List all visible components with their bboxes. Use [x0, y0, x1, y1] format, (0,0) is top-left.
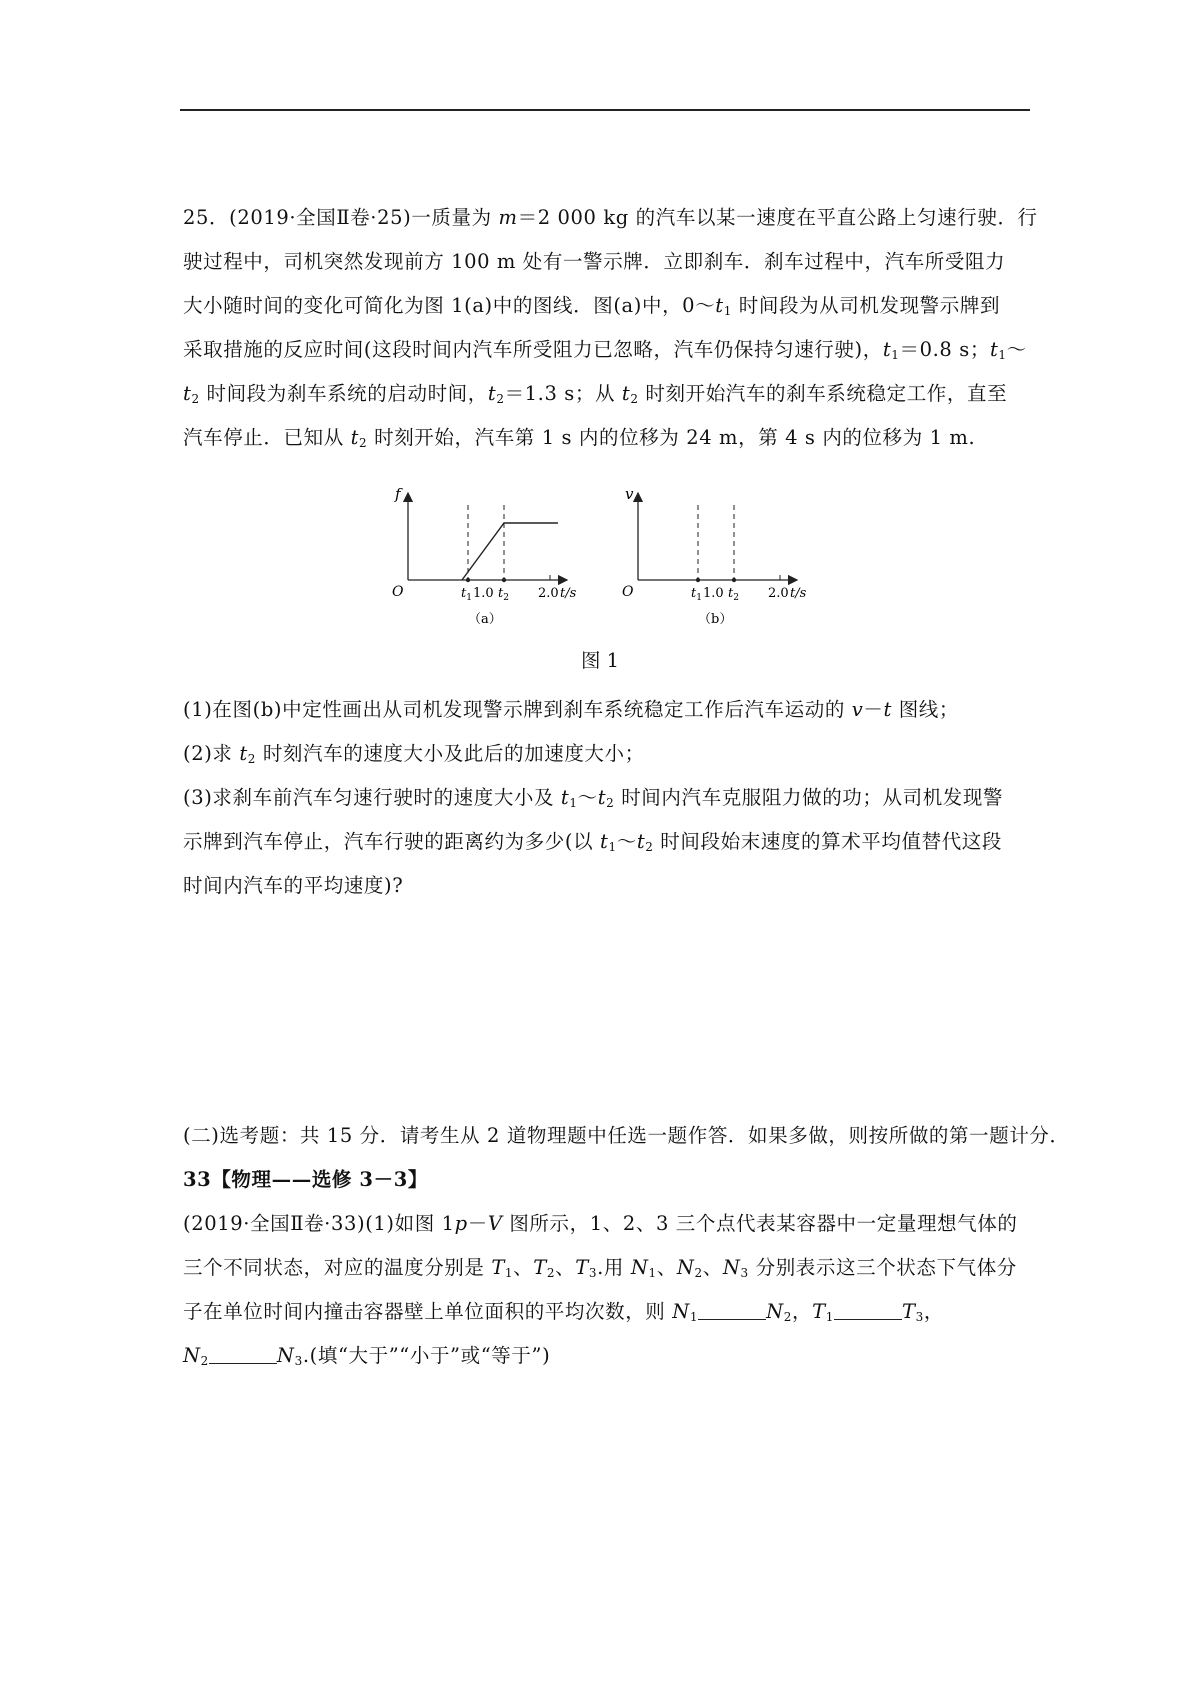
- q25-line-5: $t_2$ 时间段为刹车系统的启动时间，$t_2=1.3$ s；从 $t_2$ 时刻开始汽车的刹车系统稳定工作，直至: [183, 382, 1008, 406]
- graph-b-t1-dot: [696, 578, 700, 582]
- section-2: [183, 1114, 1070, 1378]
- graph-b-x-label: t/s: [790, 586, 807, 601]
- graph-a-x-label: t/s: [560, 586, 577, 601]
- graph-a-tick-t2: $t_2$: [498, 586, 509, 603]
- graph-a-force-line: [462, 523, 558, 580]
- graph-a: [392, 485, 577, 627]
- graph-b-tick-20: 2.0: [768, 586, 789, 601]
- graph-a-tick-t1: $t_1$: [461, 586, 472, 603]
- graph-b-origin: O: [622, 584, 634, 600]
- graph-b-tick-10: 1.0: [703, 586, 724, 601]
- figure-1-caption: 图 1: [580, 649, 620, 672]
- answer-blank-1[interactable]: [698, 1301, 766, 1320]
- graph-a-caption: （a）: [468, 612, 502, 627]
- graph-b-tick-t2: $t_2$: [728, 586, 739, 603]
- q33-line-3: 子在单位时间内撞击容器壁上单位面积的平均次数，则 $N_1$ $N_2$，$T_1$ $T_3$，: [183, 1300, 944, 1324]
- graph-b-t2-dot: [732, 578, 736, 582]
- q33-line-1: (2019·全国Ⅱ卷·33)(1)如图 1p－V 图所示，1、2、3 三个点代表某容器中一定量理想气体的: [183, 1212, 1018, 1235]
- subq-1: (1)在图(b)中定性画出从司机发现警示牌到刹车系统稳定工作后汽车运动的 v－t 图线；: [183, 698, 959, 721]
- answer-blank-2[interactable]: [834, 1301, 902, 1320]
- q33-title: 33【物理——选修 3－3】: [183, 1168, 428, 1191]
- subq-3-line-3: 时间内汽车的平均速度)?: [183, 874, 404, 897]
- graph-b-tick-t1: $t_1$: [691, 586, 702, 603]
- subq-2: (2)求 $t_2$ 时刻汽车的速度大小及此后的加速度大小；: [183, 742, 645, 766]
- q25-line-6: 汽车停止．已知从 $t_2$ 时刻开始，汽车第 1 s 内的位移为 24 m，第 4 s 内的位移为 1 m.: [183, 426, 976, 450]
- graph-b: [622, 485, 807, 627]
- q25-line-4: 采取措施的反应时间(这段时间内汽车所受阻力已忽略，汽车仍保持匀速行驶)，$t_1=0.8$ s；$t_1\sim$: [183, 338, 1027, 362]
- section-2-intro: (二)选考题：共 15 分．请考生从 2 道物理题中任选一题作答．如果多做，则按所做的第一题计分．: [183, 1124, 1070, 1147]
- graph-a-tick-20: 2.0: [538, 586, 559, 601]
- q33-line-2: 三个不同状态，对应的温度分别是 $T_1$、$T_2$、$T_3$.用 $N_1$、$N_2$、$N_3$ 分别表示这三个状态下气体分: [183, 1256, 1017, 1280]
- graph-b-caption: （b）: [698, 612, 733, 627]
- q33-line-4: $N_2$ $N_3$.(填“大于”“小于”或“等于”): [183, 1344, 551, 1368]
- header-rule: [180, 109, 1030, 111]
- graph-a-origin: O: [392, 584, 404, 600]
- graph-a-tick-10: 1.0: [473, 586, 494, 601]
- q25-line-2: 驶过程中，司机突然发现前方 100 m 处有一警示牌．立即刹车．刹车过程中，汽车所受阻力: [183, 250, 1006, 273]
- graph-a-t1-dot: [466, 578, 470, 582]
- q25-line-3: 大小随时间的变化可简化为图 1(a)中的图线．图(a)中，$0\sim t_1$ 时间段为从司机发现警示牌到: [183, 294, 1001, 318]
- subq-3-line-1: (3)求刹车前汽车匀速行驶时的速度大小及 $t_1\sim t_2$ 时间内汽车克服阻力做的功；从司机发现警: [183, 786, 1004, 810]
- question-25: [183, 196, 1038, 460]
- subq-3-line-2: 示牌到汽车停止，汽车行驶的距离约为多少(以 $t_1\sim t_2$ 时间段始末速度的算术平均值替代这段: [183, 830, 1002, 854]
- question-25-subquestions: [183, 688, 1028, 908]
- graph-b-y-label: v: [625, 485, 634, 503]
- graph-a-y-label: f: [395, 485, 401, 503]
- figure-1: [380, 485, 840, 639]
- q25-line-1: 25．(2019·全国Ⅱ卷·25)一质量为 m＝2 000 kg 的汽车以某一速度在平直公路上匀速行驶．行: [183, 206, 1038, 229]
- graph-a-t2-dot: [502, 578, 506, 582]
- answer-blank-3[interactable]: [209, 1345, 277, 1364]
- figure-1-svg: [380, 485, 840, 635]
